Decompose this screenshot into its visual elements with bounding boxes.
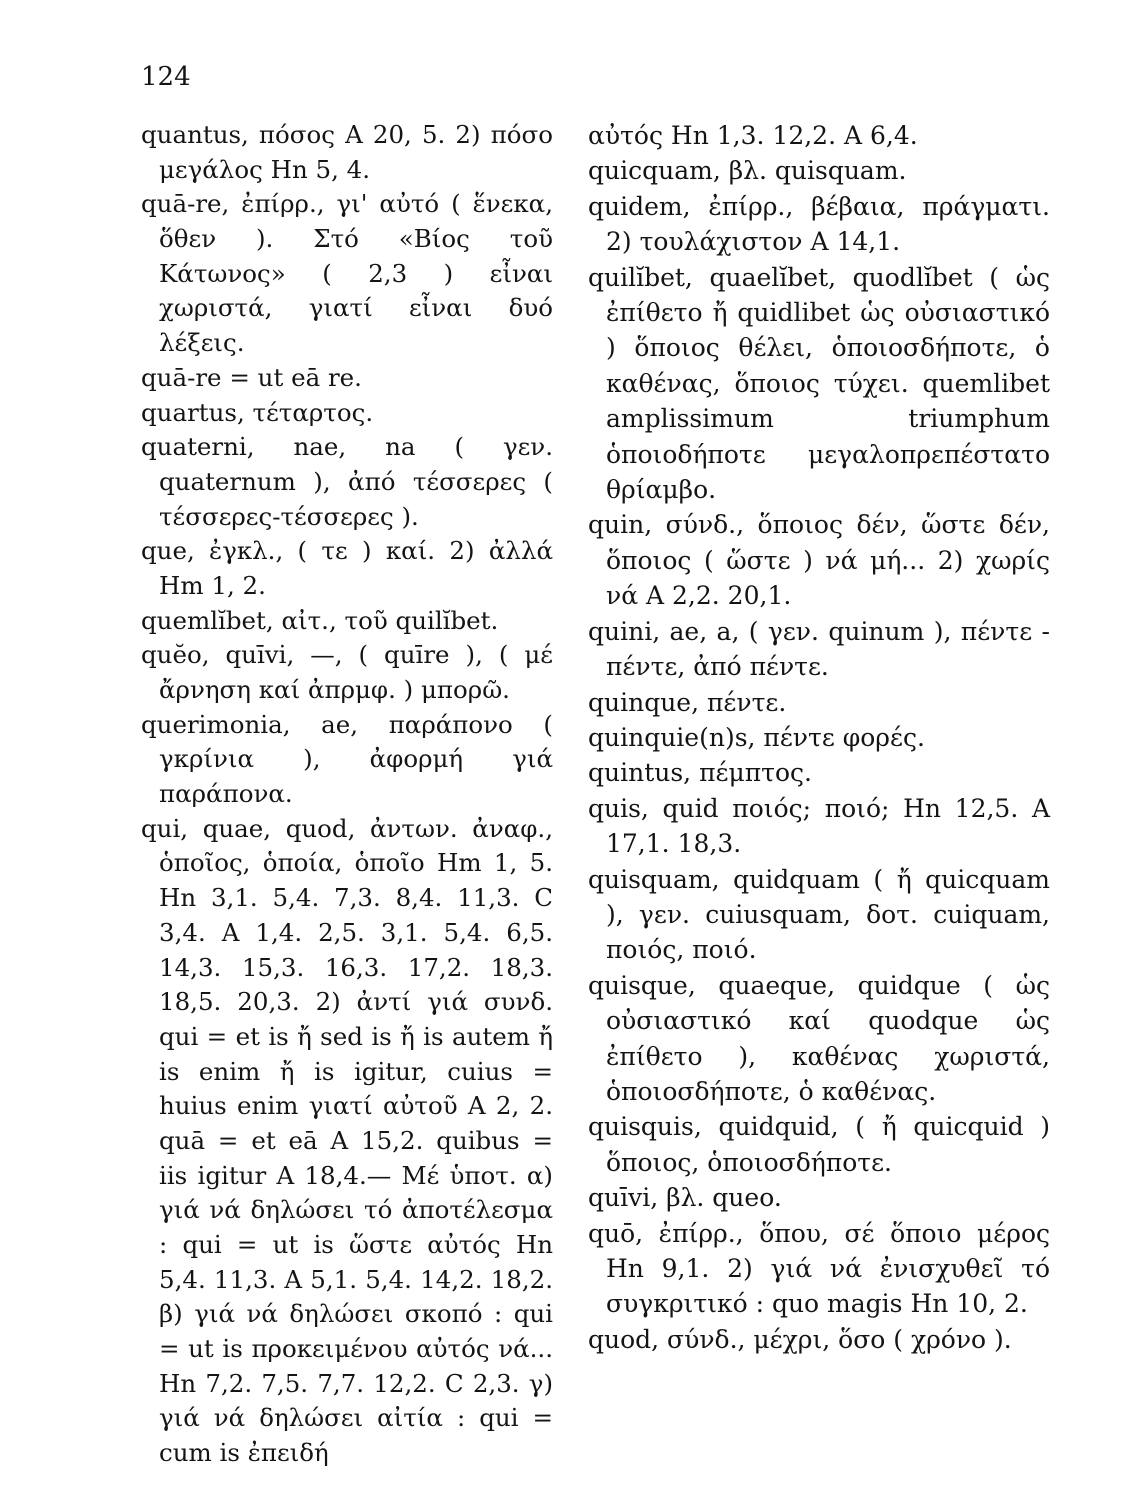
dictionary-entry: quod, σύνδ., μέχρι, ὅσο ( χρόνο ). [588, 1324, 1012, 1354]
dictionary-entry: quin, σύνδ., ὅποιος δέν, ὥστε δέν, ὅποιος ( ὥστε ) νά μή... 2) χωρίς νά A 2,2. 20,1. [588, 510, 1050, 611]
dictionary-entry: quantus, πόσος Α 20, 5. 2) πόσο μεγάλος Hn 5, 4. [141, 120, 553, 184]
dictionary-entry: quisquis, quidquid, ( ἤ quicquid ) ὅποιος, ὁποιοσδήποτε. [588, 1112, 1050, 1177]
page-number: 124 [141, 62, 191, 92]
dictionary-entry: quaterni, nae, na ( γεν. quaternum ), ἀπό τέσσερες ( τέσσερες-τέσσερες ). [141, 432, 553, 531]
dictionary-entry: quartus, τέταρτος. [141, 397, 374, 427]
dictionary-entry: quidem, ἐπίρρ., βέβαια, πράγματι. 2) τουλάχιστον A 14,1. [588, 191, 1050, 257]
dictionary-entry: quintus, πέμπτος. [588, 758, 812, 788]
left-column [141, 118, 553, 1471]
dictionary-entry: quicquam, βλ. quisquam. [588, 156, 907, 186]
right-column [588, 118, 1050, 1357]
dictionary-entry: quā-re, ἐπίρρ., γι' αὐτό ( ἕνεκα, ὅθεν ). Στό «Βίος τοῦ Κάτωνος» ( 2,3 ) εἶναι χωριστά, γιατί εἶναι δυό λέξεις. [141, 189, 553, 358]
dictionary-entry: quis, quid ποιός; ποιό; Hn 12,5. A 17,1. 18,3. [588, 793, 1050, 859]
dictionary-entry: quini, ae, a, ( γεν. quinum ), πέντε - πέντε, ἀπό πέντε. [588, 616, 1050, 682]
dictionary-entry: quinquie(n)s, πέντε φορές. [588, 722, 925, 752]
dictionary-entry: quisque, quaeque, quidque ( ὡς οὐσιαστικό καί quodque ὡς ἐπίθετο ), καθένας χωριστά, ὁποιοσδήποτε, ὁ καθένας. [588, 970, 1050, 1106]
dictionary-entry: αὐτός Hn 1,3. 12,2. A 6,4. [588, 121, 918, 150]
dictionary-entry: qui, quae, quod, ἀντων. ἀναφ., ὁποῖος, ὁποία, ὁποῖο Hm 1, 5. Hn 3,1. 5,4. 7,3. 8,4. 11,3. C 3,4. A 1,4. 2,5. 3,1. 5,4. 6,5. 14,3. 15,3. 16,3. 17,2. 18,3. 18,5. 20,3. 2) ἀντί γιά συνδ. qui = et is ἤ sed is ἤ is autem ἤ is enim ἤ is igitur, cuius = huius enim γιατί αὐτοῦ A 2, 2. quā = et eā A 15,2. quibus = iis igitur A 18,4.— Μέ ὑποτ. α) γιά νά δηλώσει τό ἀποτέλεσμα : qui = ut is ὥστε αὐτός Hn 5,4. 11,3. A 5,1. 5,4. 14,2. 18,2. β) γιά νά δηλώσει σκοπό : qui = ut is προκειμένου αὐτός νά... Hn 7,2. 7,5. 7,7. 12,2. C 2,3. γ) γιά νά δηλώσει αἰτία : qui = cum is ἐπειδή [141, 813, 553, 1468]
dictionary-entry: quīvi, βλ. queo. [588, 1183, 782, 1213]
dictionary-entry: que, ἐγκλ., ( τε ) καί. 2) ἀλλά Hm 1, 2. [141, 536, 553, 600]
dictionary-entry: quĕo, quīvi, —, ( quīre ), ( μέ ἄρνηση καί ἀπρμφ. ) μπορῶ. [141, 640, 553, 704]
dictionary-entry: quinque, πέντε. [588, 687, 787, 717]
dictionary-entry: querimonia, ae, παράπονο ( γκρίνια ), ἀφορμή γιά παράπονα. [141, 709, 553, 809]
dictionary-entry: quā-re = ut eā re. [141, 362, 362, 392]
dictionary-entry: quemlĭbet, αἰτ., τοῦ quilĭbet. [141, 605, 499, 635]
dictionary-entry: quilĭbet, quaelĭbet, quodlĭbet ( ὡς ἐπίθετο ἤ quidlibet ὡς οὐσιαστικό ) ὅποιος θέλει, ὁποιοσδήποτε, ὁ καθένας, ὅποιος τύχει. quemlibet amplissimum triumphum ὁποιοδήποτε μεγαλοπρεπέστατο θρίαμβο. [588, 262, 1050, 505]
dictionary-entry: quō, ἐπίρρ., ὅπου, σέ ὅποιο μέρος Hn 9,1. 2) γιά νά ἐνισχυθεῖ τό συγκριτικό : quo magis Hn 10, 2. [588, 1218, 1050, 1319]
dictionary-entry: quisquam, quidquam ( ἤ quicquam ), γεν. cuiusquam, δοτ. cuiquam, ποιός, ποιό. [588, 864, 1050, 965]
